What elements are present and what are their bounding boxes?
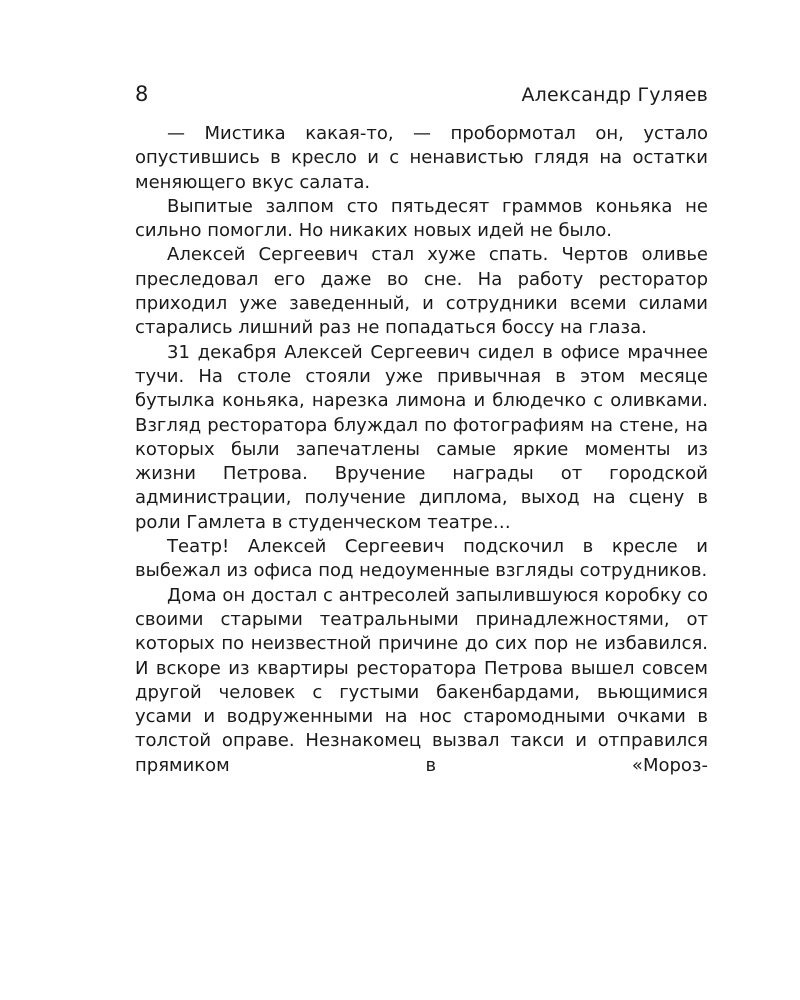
paragraph: Алексей Сергеевич стал хуже спать. Чертов оливье преследовал его даже во сне. На работу ресторатор приходил уже заведенный, и сотрудники всеми силами старались лишний раз не попадаться боссу на глаза. bbox=[135, 244, 708, 339]
page-number: 8 bbox=[135, 82, 149, 106]
paragraph: 31 декабря Алексей Сергеевич сидел в офисе мрачнее тучи. На столе стояли уже привычная в этом месяце бутылка коньяка, нарезка лимона и блюдечко с оливками. Взгляд ресторатора блуждал по фотографиям на стене, на которых были запечатлены самые яркие моменты из жизни Петрова. Вручение награды от городской администрации, получение диплома, выход на сцену в роли Гамлета в студенческом театре… bbox=[135, 341, 708, 533]
body-text bbox=[135, 122, 708, 778]
paragraph: — Мистика какая-то, — пробормотал он, устало опустившись в кресло и с ненавистью глядя на остатки меняющего вкус салата. bbox=[135, 123, 708, 193]
running-head bbox=[135, 82, 708, 110]
paragraph: Дома он достал с антресолей запылившуюся коробку со своими старыми театральными принадлежностями, от которых по неизвестной причине до сих пор не избавился. И вскоре из квартиры ресторатора Петрова вышел совсем другой человек с густыми бакенбардами, вьющимися усами и водруженными на нос старомодными очками в толстой оправе. Незнакомец вызвал такси и отправился прямиком в «Мороз- bbox=[135, 584, 709, 776]
running-head-author: Александр Гуляев bbox=[521, 84, 708, 106]
paragraph: Театр! Алексей Сергеевич подскочил в кресле и выбежал из офиса под недоуменные взгляды сотрудников. bbox=[135, 536, 708, 582]
paragraph: Выпитые залпом сто пятьдесят граммов коньяка не сильно помогли. Но никаких новых идей не было. bbox=[135, 195, 708, 242]
